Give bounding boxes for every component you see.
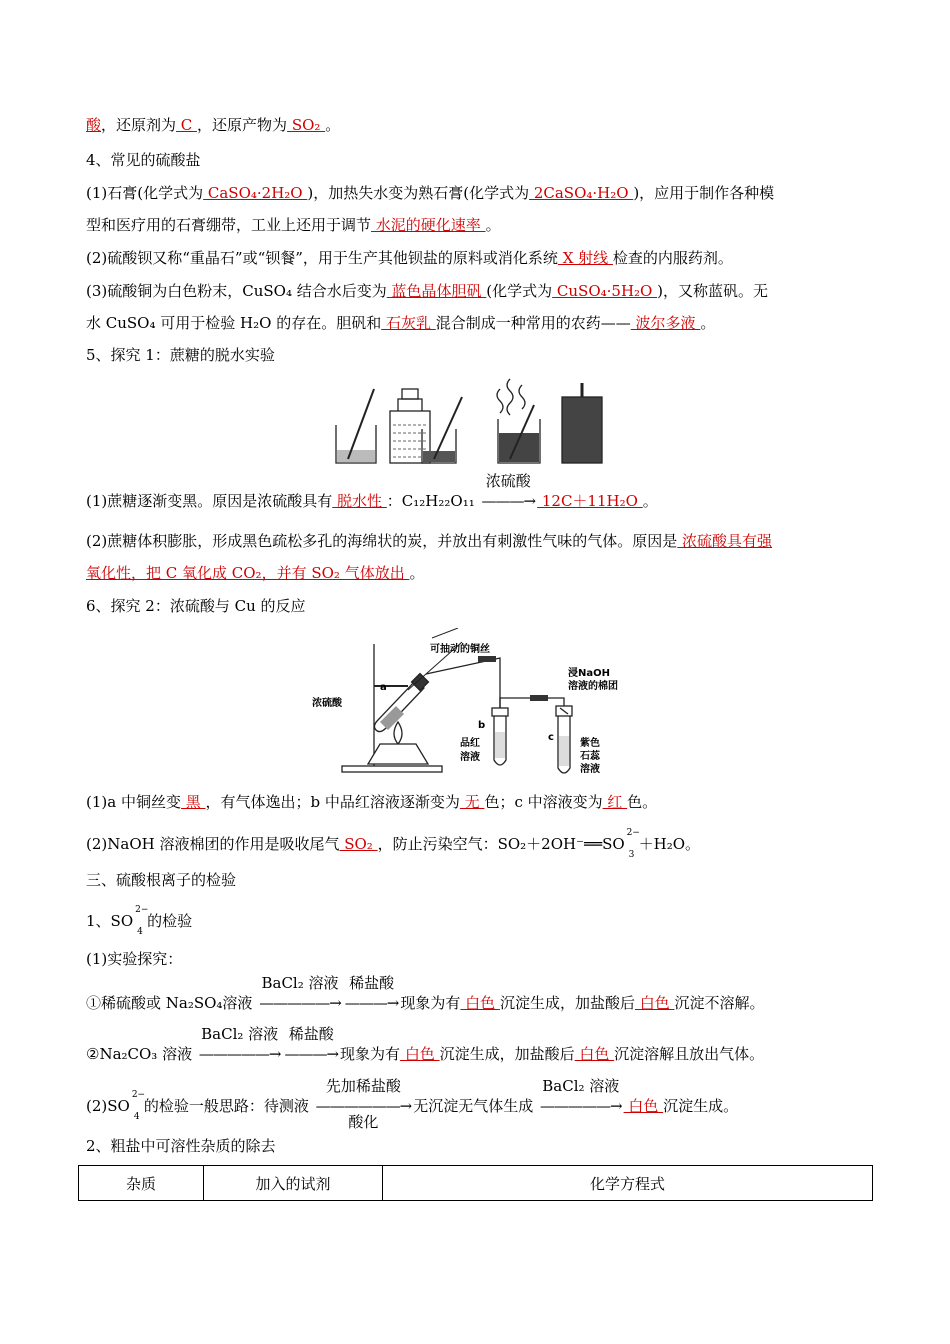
answer: SO₂	[287, 116, 326, 134]
heading-explore-1: 5、探究 1：蔗糖的脱水实验	[86, 346, 275, 364]
sucrose-q2: (2)蔗糖体积膨胀，形成黑色疏松多孔的海绵状的炭，并放出有刺激性气味的气体。原因是 浓硫酸具有强	[86, 532, 773, 550]
line-reductant: 酸，还原剂为 C ，还原产物为 SO₂ 。	[86, 116, 341, 134]
reaction-arrow: 稀盐酸 ———→	[344, 974, 399, 1012]
answer: 白色	[460, 994, 500, 1012]
sucrose-q2-cont: 氧化性，把 C 氧化成 CO₂，并有 SO₂ 气体放出 。	[86, 564, 425, 582]
exp-intro: (1)实验探究：	[86, 950, 183, 968]
answer: 2CaSO₄·H₂O	[529, 184, 634, 202]
beaker-icon	[336, 389, 376, 463]
reaction-arrow: BaCl₂ 溶液 —————→	[198, 1025, 281, 1063]
table-header-row	[79, 1166, 873, 1201]
label: 石蕊	[580, 751, 600, 762]
label: 溶液的棉团	[568, 681, 618, 692]
heading-crude-salt: 2、粗盐中可溶性杂质的除去	[86, 1137, 276, 1155]
para-barium: (2)硫酸钡又称“重晶石”或“钡餐”，用于生产其他钡盐的原料或消化系统 X 射线 检查的内服药剂。	[86, 249, 733, 267]
table-header: 加入的试剂	[204, 1166, 383, 1201]
heading-sulfates: 4、常见的硫酸盐	[86, 151, 201, 169]
heading-sulfate-test: 1、SO 2− 4 的检验	[86, 905, 193, 937]
label: 可抽动的铜丝	[430, 644, 490, 655]
para-gypsum: (1)石膏(化学式为 CaSO₄·2H₂O )，加热失水变为熟石膏(化学式为 2CaSO₄·H₂O )，应用于制作各种模	[86, 184, 775, 202]
answer: 白色	[634, 994, 675, 1012]
answer: 酸	[86, 116, 102, 134]
answer: 12C＋11H₂O	[537, 492, 643, 510]
answer: 波尔多液	[630, 314, 701, 332]
label: 溶液	[580, 764, 600, 775]
answer: 脱水性	[332, 492, 387, 510]
reaction-arrow: BaCl₂ 溶液 —————→	[259, 974, 341, 1012]
answer: CaSO₄·2H₂O	[203, 184, 308, 202]
answer: 蓝色晶体胆矾	[386, 282, 487, 300]
copper-q1: (1)a 中铜丝变 黑 ，有气体逸出；b 中品红溶液逐渐变为 无 色；c 中溶液变为 红 色。	[86, 793, 658, 811]
sulfite-ion: 2− 3	[626, 828, 640, 860]
answer: X 射线	[557, 249, 613, 267]
heading-section-3: 三、硫酸根离子的检验	[86, 871, 237, 889]
sucrose-dehydration-figure	[330, 375, 610, 467]
answer: 白色	[623, 1097, 664, 1115]
heading-explore-2: 6、探究 2：浓硫酸与 Cu 的反应	[86, 597, 306, 615]
table-header: 化学方程式	[383, 1166, 873, 1201]
label: c	[548, 732, 554, 743]
label: 浓硫酸	[312, 698, 342, 709]
beaker-icon	[422, 397, 462, 463]
answer: 石灰乳	[381, 314, 436, 332]
answer: 无	[459, 793, 485, 811]
answer: CuSO₄·5H₂O	[552, 282, 658, 300]
para-copper-sulfate: (3)硫酸铜为白色粉末，CuSO₄ 结合水后变为 蓝色晶体胆矾 (化学式为 CuSO₄·5H₂O )，又称蓝矾。无	[86, 282, 768, 300]
carbon-column-icon	[562, 383, 602, 463]
answer: SO₂	[339, 835, 378, 853]
label: 溶液	[460, 752, 480, 763]
impurity-table	[78, 1165, 873, 1201]
answer: C	[176, 116, 198, 134]
sucrose-q1: (1)蔗糖逐渐变黑。原因是浓硫酸具有 脱水性 ：C₁₂H₂₂O₁₁ 浓硫酸 ———→ 12C＋11H₂O 。	[86, 472, 658, 510]
reaction-arrow: BaCl₂ 溶液 —————→	[540, 1077, 622, 1115]
answer: 白色	[574, 1045, 615, 1063]
label: a	[380, 682, 387, 693]
table-header: 杂质	[79, 1166, 204, 1201]
label: 紫色	[580, 738, 600, 749]
para-gypsum-cont: 型和医疗用的石膏绷带，工业上还用于调节 水泥的硬化速率 。	[86, 216, 501, 234]
answer: 氧化性，把 C 氧化成 CO₂，并有 SO₂ 气体放出	[86, 564, 410, 582]
label: 浸NaOH	[568, 668, 610, 679]
copper-q2: (2)NaOH 溶液棉团的作用是吸收尾气 SO₂ ，防止污染空气：SO₂＋2OH⁻══SO 2− 3 ＋H₂O。	[86, 828, 701, 860]
label: 品红	[460, 738, 480, 749]
answer: 白色	[400, 1045, 440, 1063]
sulfate-ion: 2− 4	[135, 905, 149, 937]
sulfate-ion: 2− 4	[131, 1090, 146, 1122]
label: b	[478, 720, 486, 731]
answer: 浓硫酸具有强	[677, 532, 773, 550]
answer: 水泥的硬化速率	[371, 216, 486, 234]
answer: 黑	[180, 793, 206, 811]
exp-2: ②Na₂CO₃ 溶液 BaCl₂ 溶液 —————→ 稀盐酸 ———→ 现象为有 白色 沉淀生成，加盐酸后 白色 沉淀溶解且放出气体。	[86, 1025, 765, 1063]
para-copper-sulfate-cont: 水 CuSO₄ 可用于检验 H₂O 的存在。胆矾和 石灰乳 混合制成一种常用的农药—— 波尔多液 。	[86, 314, 716, 332]
exp-3: (2)SO 2− 4 的检验一般思路：待测液 先加稀盐酸 ——————→ 酸化 无沉淀无气体生成 BaCl₂ 溶液 —————→ 白色 沉淀生成。	[86, 1077, 739, 1131]
exp-1: ①稀硫酸或 Na₂SO₄溶液 BaCl₂ 溶液 —————→ 稀盐酸 ———→ 现象为有 白色 沉淀生成，加盐酸后 白色 沉淀不溶解。	[86, 974, 765, 1012]
reaction-arrow: 先加稀盐酸 ——————→ 酸化	[315, 1077, 412, 1131]
reaction-arrow: 浓硫酸 ———→	[481, 472, 536, 510]
reaction-arrow: 稀盐酸 ———→	[284, 1025, 339, 1063]
flame-icon	[394, 722, 402, 744]
answer: 红	[602, 793, 628, 811]
fuming-beaker-icon	[497, 379, 540, 463]
copper-reaction-figure	[312, 628, 652, 778]
